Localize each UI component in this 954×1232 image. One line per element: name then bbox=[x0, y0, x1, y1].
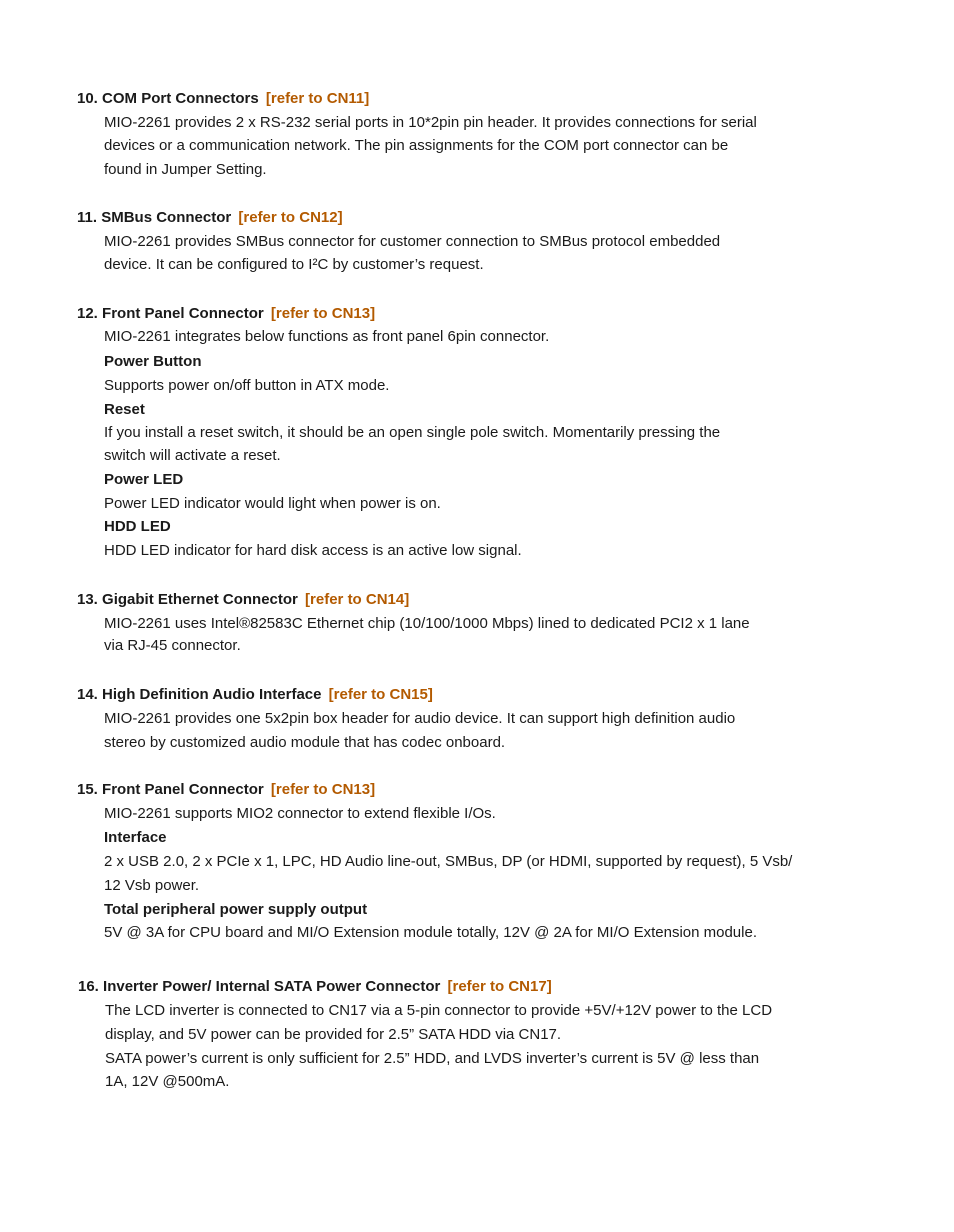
section-ref: [refer to CN17] bbox=[447, 978, 552, 995]
section-heading bbox=[77, 590, 409, 610]
body-line: found in Jumper Setting. bbox=[104, 161, 267, 178]
body-line: 2 x USB 2.0, 2 x PCIe x 1, LPC, HD Audio line-out, SMBus, DP (or HDMI, supported by request), 5 Vsb/ bbox=[104, 853, 793, 870]
body-line: 12 Vsb power. bbox=[104, 877, 200, 894]
body-line: MIO-2261 provides SMBus connector for customer connection to SMBus protocol embedded bbox=[104, 233, 721, 250]
body-line: Supports power on/off button in ATX mode. bbox=[104, 377, 390, 394]
subheading-power-output: Total peripheral power supply output bbox=[104, 901, 368, 918]
body-line: Power LED indicator would light when power is on. bbox=[104, 495, 441, 512]
subheading-interface: Interface bbox=[104, 829, 167, 846]
section-heading bbox=[77, 685, 433, 705]
section-ref: [refer to CN11] bbox=[265, 90, 370, 107]
section-ref: [refer to CN15] bbox=[328, 686, 433, 703]
body-line: 1A, 12V @500mA. bbox=[105, 1073, 230, 1090]
section-heading bbox=[78, 977, 552, 997]
section-ref: [refer to CN14] bbox=[305, 591, 410, 608]
subheading-reset: Reset bbox=[104, 401, 145, 418]
section-title: Front Panel Connector bbox=[102, 781, 264, 798]
section-number: 16. bbox=[78, 978, 99, 995]
body-line: SATA power’s current is only sufficient for 2.5” HDD, and LVDS inverter’s current is 5V @ less than bbox=[105, 1050, 760, 1067]
section-title: High Definition Audio Interface bbox=[102, 686, 322, 703]
subheading-hdd-led: HDD LED bbox=[104, 518, 171, 535]
section-title: Front Panel Connector bbox=[102, 305, 264, 322]
section-ref: [refer to CN12] bbox=[238, 209, 343, 226]
body-line: devices or a communication network. The pin assignments for the COM port connector can be bbox=[104, 137, 729, 154]
body-line: MIO-2261 uses Intel®82583C Ethernet chip (10/100/1000 Mbps) lined to dedicated PCI2 x 1 lane bbox=[104, 615, 750, 632]
subheading-power-led: Power LED bbox=[104, 471, 184, 488]
body-line: switch will activate a reset. bbox=[104, 447, 281, 464]
section-number: 12. bbox=[77, 305, 98, 322]
body-line: MIO-2261 integrates below functions as front panel 6pin connector. bbox=[104, 328, 550, 345]
section-number: 11. bbox=[77, 209, 98, 226]
body-line: stereo by customized audio module that has codec onboard. bbox=[104, 734, 506, 751]
section-heading bbox=[77, 208, 343, 228]
body-line: via RJ-45 connector. bbox=[104, 637, 241, 654]
section-title: SMBus Connector bbox=[101, 209, 232, 226]
body-line: MIO-2261 provides 2 x RS-232 serial ports in 10*2pin pin header. It provides connections for serial bbox=[104, 114, 757, 131]
body-line: display, and 5V power can be provided for 2.5” SATA HDD via CN17. bbox=[105, 1026, 562, 1043]
section-ref: [refer to CN13] bbox=[270, 305, 376, 322]
body-line: MIO-2261 provides one 5x2pin box header for audio device. It can support high definition audio bbox=[104, 710, 736, 727]
section-number: 13. bbox=[77, 591, 98, 608]
section-heading bbox=[77, 780, 375, 800]
section-title: COM Port Connectors bbox=[102, 90, 259, 107]
body-line: The LCD inverter is connected to CN17 via a 5-pin connector to provide +5V/+12V power to the LCD bbox=[105, 1002, 773, 1019]
body-line: If you install a reset switch, it should be an open single pole switch. Momentarily pressing the bbox=[104, 424, 721, 441]
body-line: device. It can be configured to I²C by customer’s request. bbox=[104, 256, 484, 273]
body-line: MIO-2261 supports MIO2 connector to extend flexible I/Os. bbox=[104, 805, 496, 822]
section-ref: [refer to CN13] bbox=[270, 781, 376, 798]
section-number: 14. bbox=[77, 686, 98, 703]
section-heading bbox=[77, 304, 375, 324]
section-heading bbox=[77, 89, 369, 109]
body-line: 5V @ 3A for CPU board and MI/O Extension module totally, 12V @ 2A for MI/O Extension module. bbox=[104, 924, 757, 941]
subheading-power-button: Power Button bbox=[104, 353, 202, 370]
body-line: HDD LED indicator for hard disk access is an active low signal. bbox=[104, 542, 522, 559]
section-title: Gigabit Ethernet Connector bbox=[102, 591, 298, 608]
section-number: 10. bbox=[77, 90, 98, 107]
section-title: Inverter Power/ Internal SATA Power Connector bbox=[103, 978, 441, 995]
section-number: 15. bbox=[77, 781, 98, 798]
